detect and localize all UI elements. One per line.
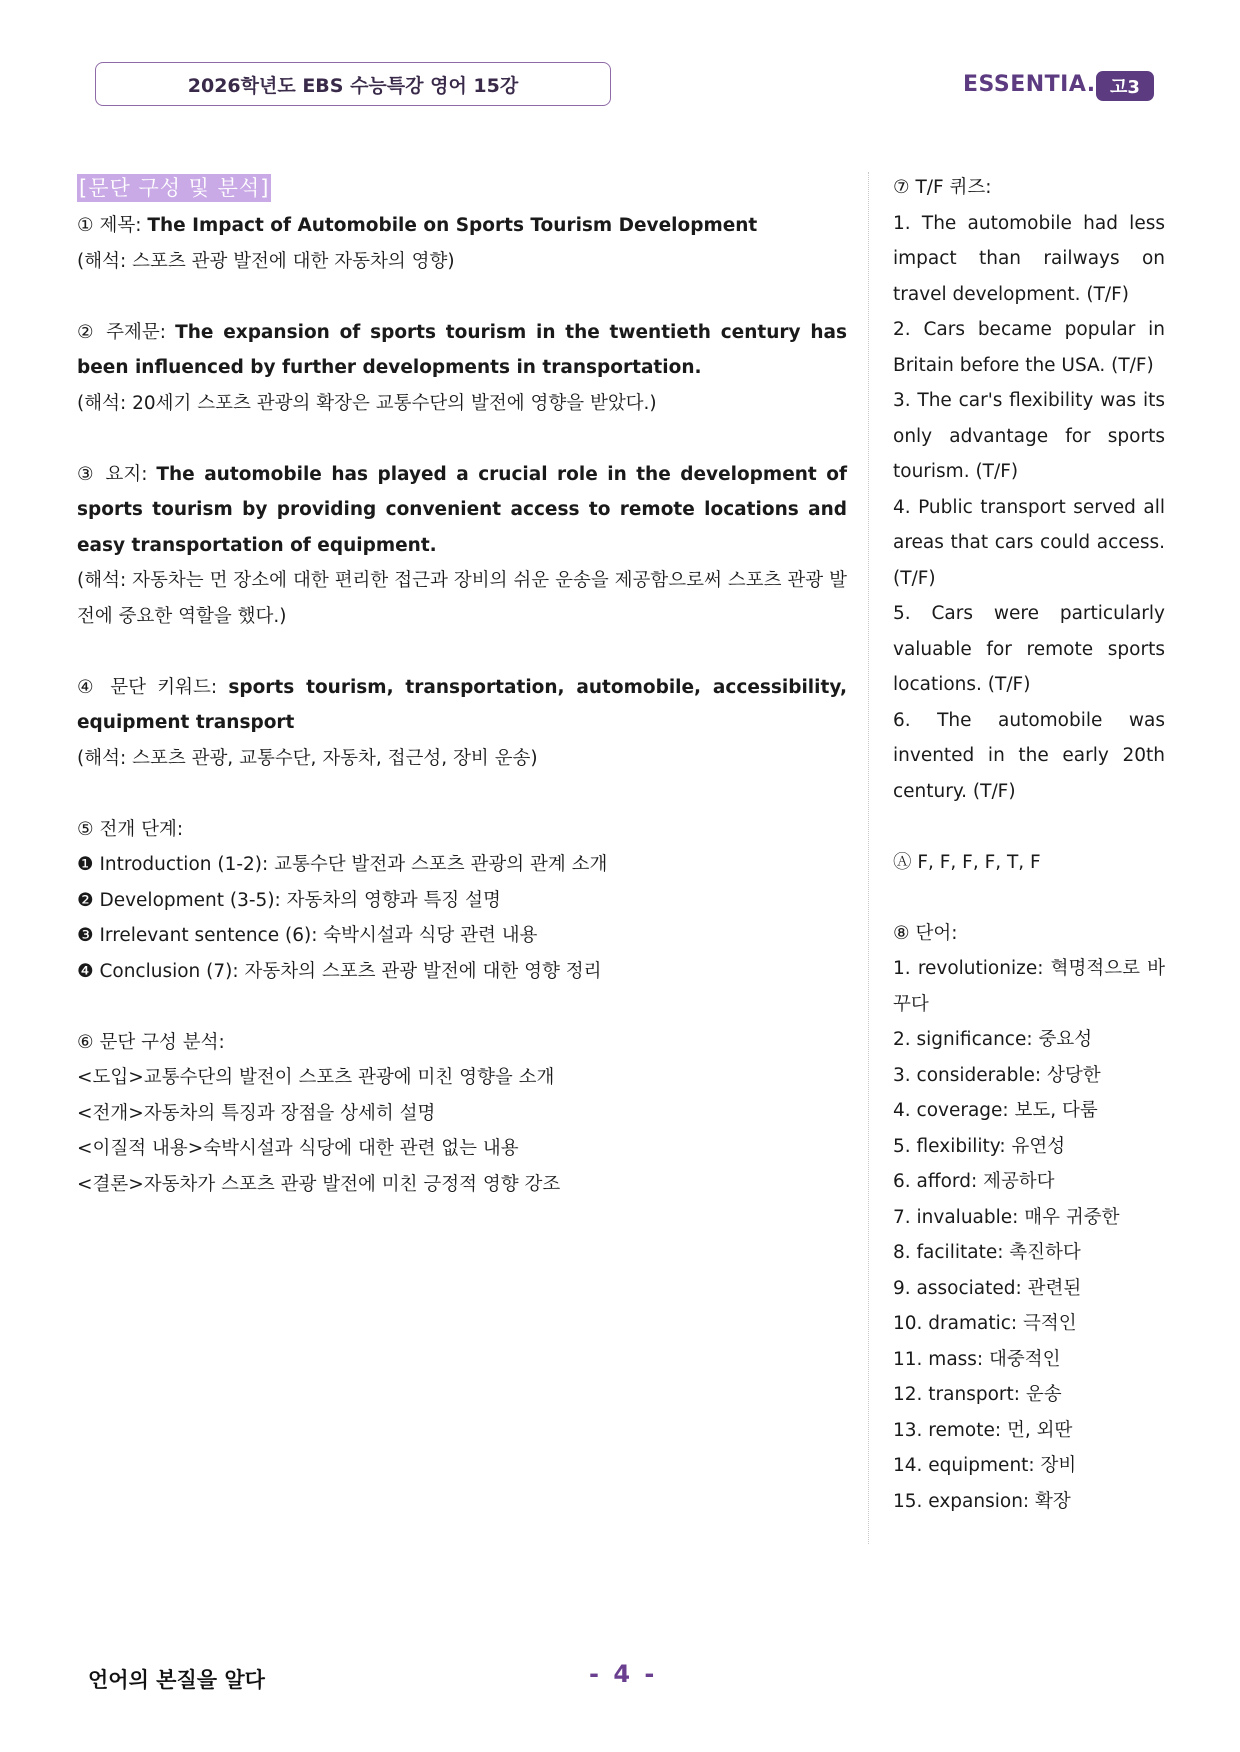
- vocab-item: 7. invaluable: 매우 귀중한: [893, 1206, 1120, 1228]
- footer-slogan: 언어의 본질을 알다: [88, 1668, 265, 1692]
- quiz-item: 2. Cars became popular in Britain before the USA. (T/F): [893, 319, 1165, 376]
- quiz-item: 1. The automobile had less impact than railways on travel development. (T/F): [893, 212, 1165, 305]
- vocab-label: ⑧ 단어:: [893, 922, 958, 944]
- vocab-item: 5. flexibility: 유연성: [893, 1135, 1066, 1157]
- vocab-item: 8. facilitate: 촉진하다: [893, 1242, 1081, 1263]
- vocab-item: 12. transport: 운송: [893, 1384, 1062, 1405]
- vocab-item: 2. significance: 중요성: [893, 1029, 1093, 1050]
- structure-label: ⑥ 문단 구성 분석:: [77, 1031, 225, 1053]
- quiz-item: 6. The automobile was invented in the early 20th century. (T/F): [893, 709, 1165, 802]
- title-line: [77, 208, 847, 244]
- vocab-item: 13. remote: 먼, 외딴: [893, 1419, 1073, 1441]
- keywords-translation: (해석: 스포츠 관광, 교통수단, 자동차, 접근성, 장비 운송): [77, 747, 538, 769]
- section-title: [문단 구성 및 분석]: [79, 176, 270, 200]
- title-translation: (해석: 스포츠 관광 발전에 대한 자동차의 영향): [77, 250, 455, 272]
- vocab-item: 3. considerable: 상당한: [893, 1064, 1101, 1086]
- structure-item: <이질적 내용>숙박시설과 식당에 대한 관련 없는 내용: [77, 1138, 519, 1159]
- keywords-text: sports tourism, transportation, automobile, accessibility, equipment transport: [77, 676, 847, 733]
- stage-item: ❹ Conclusion (7): 자동차의 스포츠 관광 발전에 대한 영향 정리: [77, 960, 602, 982]
- vocab-item: 6. afford: 제공하다: [893, 1171, 1055, 1192]
- document-title: 2026학년도 EBS 수능특강 영어 15강: [187, 74, 519, 97]
- column-divider: [868, 172, 869, 1544]
- stage-item: ❶ Introduction (1-2): 교통수단 발전과 스포츠 관광의 관계 소개: [77, 854, 608, 875]
- vocab-item: 10. dramatic: 극적인: [893, 1313, 1077, 1334]
- vocab-item: 14. equipment: 장비: [893, 1455, 1077, 1476]
- vocab-item: 4. coverage: 보도, 다룸: [893, 1100, 1098, 1121]
- structure-item: <결론>자동차가 스포츠 관광 발전에 미친 긍정적 영향 강조: [77, 1173, 561, 1195]
- stages-label: ⑤ 전개 단계:: [77, 818, 184, 840]
- main-idea: [77, 457, 847, 564]
- topic-translation: (해석: 20세기 스포츠 관광의 확장은 교통수단의 발전에 영향을 받았다.): [77, 392, 657, 414]
- topic-sentence: [77, 315, 847, 386]
- vocab-item: 9. associated: 관련된: [893, 1277, 1082, 1299]
- structure-item: <도입>교통수단의 발전이 스포츠 관광에 미친 영향을 소개: [77, 1067, 555, 1088]
- topic-text: The expansion of sports tourism in the twentieth century has been influenced by further developments in transportation.: [77, 321, 847, 378]
- title-text: The Impact of Automobile on Sports Tourism Development: [147, 215, 758, 236]
- quiz-item: 3. The car's flexibility was its only advantage for sports tourism. (T/F): [893, 390, 1165, 482]
- stage-item: ❸ Irrelevant sentence (6): 숙박시설과 식당 관련 내용: [77, 925, 538, 946]
- page-number: - 4 -: [589, 1660, 658, 1688]
- quiz-answer: Ⓐ F, F, F, F, T, F: [893, 851, 1041, 873]
- main-idea-text: The automobile has played a crucial role in the development of sports tourism by providing convenient access to remote locations and easy transportation of equipment.: [77, 463, 847, 556]
- grade-badge: 고3: [1096, 71, 1154, 101]
- quiz-column: [893, 170, 1165, 1519]
- keywords-label: ④ 문단 키워드:: [77, 676, 229, 698]
- vocab-item: 1. revolutionize: 혁명적으로 바꾸다: [893, 958, 1165, 1015]
- title-label: ① 제목:: [77, 215, 148, 236]
- main-idea-label: ③ 요지:: [77, 463, 157, 485]
- structure-item: <전개>자동차의 특징과 장점을 상세히 설명: [77, 1102, 436, 1124]
- vocab-item: 11. mass: 대중적인: [893, 1348, 1061, 1370]
- main-idea-translation: (해석: 자동차는 먼 장소에 대한 편리한 접근과 장비의 쉬운 운송을 제공함으로써 스포츠 관광 발전에 중요한 역할을 했다.): [77, 570, 847, 627]
- brand-logo: ESSENTIA.: [963, 72, 1096, 97]
- quiz-item: 4. Public transport served all areas that cars could access. (T/F): [893, 496, 1165, 589]
- document-title-box: [95, 62, 611, 106]
- vocab-item: 15. expansion: 확장: [893, 1490, 1071, 1512]
- keywords: [77, 670, 847, 741]
- stage-item: ❷ Development (3-5): 자동차의 영향과 특징 설명: [77, 889, 501, 911]
- topic-label: ② 주제문:: [77, 321, 176, 343]
- quiz-item: 5. Cars were particularly valuable for remote sports locations. (T/F): [893, 603, 1165, 695]
- quiz-label: ⑦ T/F 퀴즈:: [893, 177, 992, 198]
- analysis-column: [77, 172, 847, 1202]
